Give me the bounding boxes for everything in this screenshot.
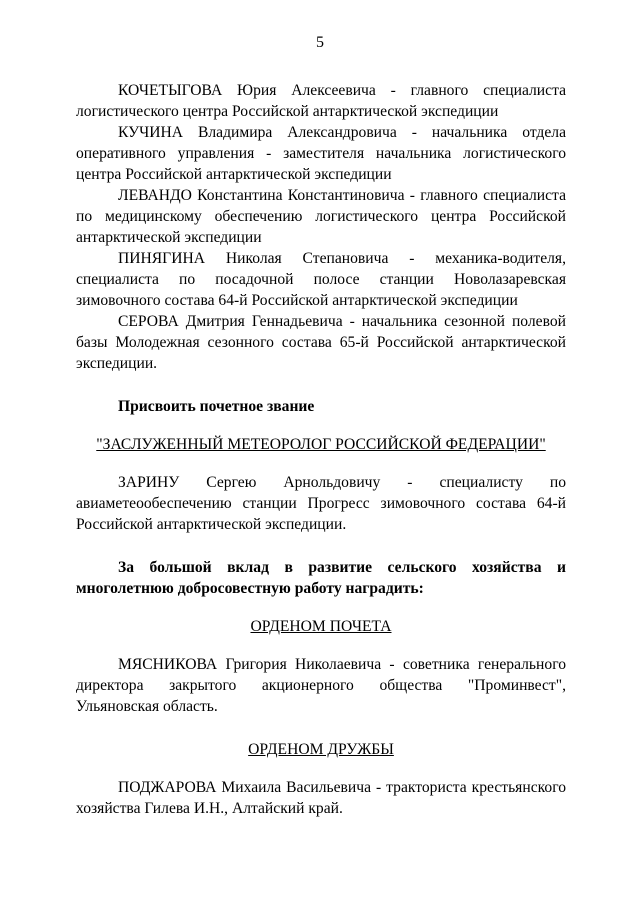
document-body bbox=[76, 80, 566, 819]
award-entry: МЯСНИКОВА Григория Николаевича - советника генерального директора закрытого акционерного общества "Проминвест", Ульяновская область. bbox=[76, 656, 566, 715]
agriculture-award-heading: За большой вклад в развитие сельского хозяйства и многолетнюю добросовестную работу наградить: bbox=[76, 559, 566, 597]
award-entry: ЛЕВАНДО Константина Константиновича - главного специалиста по медицинскому обеспечению логистического центра Российской антарктической экспедиции bbox=[76, 187, 566, 246]
award-entry: КУЧИНА Владимира Александровича - начальника отдела оперативного управления - заместителя начальника логистического центра Российской антарктической экспедиции bbox=[76, 124, 566, 183]
order-of-honor-title: ОРДЕНОМ ПОЧЕТА bbox=[250, 618, 392, 635]
award-entry: КОЧЕТЫГОВА Юрия Алексеевича - главного специалиста логистического центра Российской антарктической экспедиции bbox=[76, 82, 566, 120]
page-number: 5 bbox=[316, 34, 324, 51]
award-entry: ЗАРИНУ Сергею Арнольдовичу - специалисту по авиаметеообеспечению станции Прогресс зимовочного состава 64-й Российской антарктической экспедиции. bbox=[76, 474, 566, 533]
honorary-title-name: "ЗАСЛУЖЕННЫЙ МЕТЕОРОЛОГ РОССИЙСКОЙ ФЕДЕРАЦИИ" bbox=[96, 436, 546, 453]
award-entry: ПИНЯГИНА Николая Степановича - механика-водителя, специалиста по посадочной полосе станции Новолазаревская зимовочного состава 64-й Российской антарктической экспедиции bbox=[76, 250, 566, 309]
order-of-friendship-title: ОРДЕНОМ ДРУЖБЫ bbox=[248, 741, 394, 758]
award-entry: ПОДЖАРОВА Михаила Васильевича - тракториста крестьянского хозяйства Гилева И.Н., Алтайский край. bbox=[76, 779, 566, 817]
assign-title-heading: Присвоить почетное звание bbox=[118, 398, 315, 415]
award-entry: СЕРОВА Дмитрия Геннадьевича - начальника сезонной полевой базы Молодежная сезонного состава 65-й Российской антарктической экспедиции. bbox=[76, 313, 566, 372]
